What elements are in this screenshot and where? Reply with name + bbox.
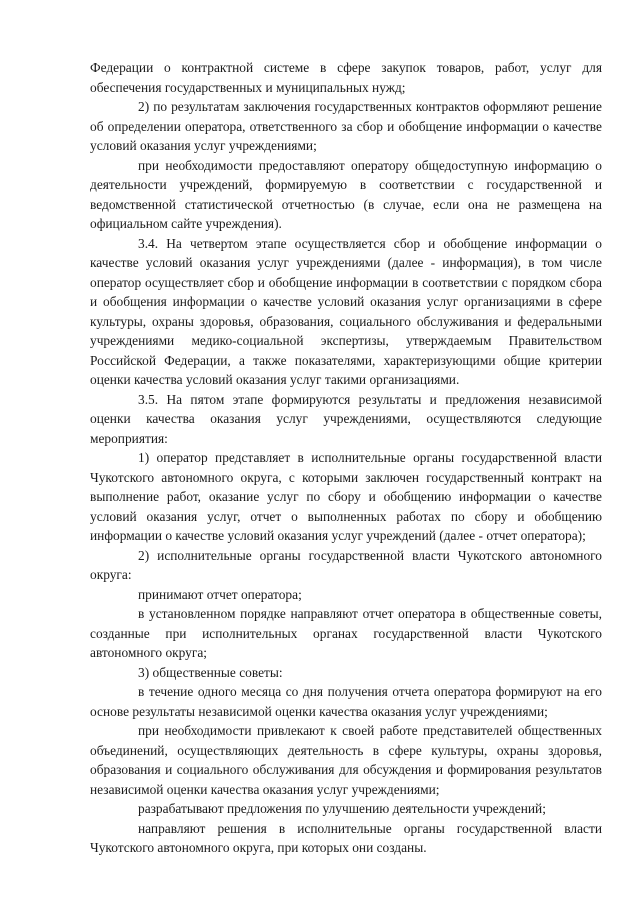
- paragraph-send-decisions: направляют решения в исполнительные органы государственной власти Чукотского автономного округа, при которых они созданы.: [90, 820, 602, 855]
- paragraph-section-3-5: 3.5. На пятом этапе формируются результаты и предложения независимой оценки качества оказания услуг учреждениями, осуществляются следующие мероприятия:: [90, 391, 602, 446]
- paragraph-accept-report: принимают отчет оператора;: [138, 586, 302, 602]
- paragraph-federation-contract-system: Федерации о контрактной системе в сфере закупок товаров, работ, услуг для обеспечения государственных и муниципальных нужд;: [90, 60, 602, 95]
- paragraph-item-2-contracts: 2) по результатам заключения государственных контрактов оформляют решение об определении оператора, ответственного за сбор и обобщение информации о качестве условий оказания услуг учреждениями;: [90, 99, 602, 153]
- paragraph-section-3-4: 3.4. На четвертом этапе осуществляется сбор и обобщение информации о качестве условий оказания услуг учреждениями (далее - информация), в том числе оператор осуществляет сбор и обобщение информации в соответствии с порядком сбора и обобщения информации о качестве условий оказания услуг организациями в сфере культуры, охраны здоровья, образования, социального обслуживания и федеральными учреждениями медико-социальной экспертизы, утверждаемым Правительством Российской Федерации, а также показателями, характеризующими общие критерии оценки качества условий оказания услуг такими организациями.: [90, 235, 602, 387]
- paragraph-involve-representatives: при необходимости привлекают к своей работе представителей общественных объединений, осуществляющих деятельность в сфере культуры, охраны здоровья, образования и социального обслуживания для обсуждения и формирования результатов независимой оценки качества оказания услуг учреждениями;: [90, 723, 602, 797]
- paragraph-develop-proposals: разрабатывают предложения по улучшению деятельности учреждений;: [138, 801, 546, 816]
- paragraph-item-2-executive-bodies: 2) исполнительные органы государственной власти Чукотского автономного округа:: [90, 547, 602, 582]
- paragraph-item-1-operator-report: 1) оператор представляет в исполнительные органы государственной власти Чукотского автономного округа, с которыми заключен государственный контракт на выполнение работ, оказание услуг по сбору и обобщению информации о качестве условий оказания услуг, отчет о выполненных работах по сбору и обобщению информации о качестве условий оказания услуг учреждений (далее - отчет оператора);: [90, 450, 602, 543]
- paragraph-form-results: в течение одного месяца со дня получения отчета оператора формируют на его основе результаты независимой оценки качества оказания услуг учреждениями;: [90, 684, 602, 719]
- paragraph-item-3-public-councils: 3) общественные советы:: [138, 664, 283, 680]
- paragraph-send-report-councils: в установленном порядке направляют отчет оператора в общественные советы, созданные при исполнительных органах государственной власти Чукотского автономного округа;: [90, 606, 602, 660]
- document-page: [90, 58, 602, 858]
- paragraph-public-information: при необходимости предоставляют оператору общедоступную информацию о деятельности учреждений, формируемую в соответствии с государственной и ведомственной статистической отчетностью (в случае, если она не размещена на официальном сайте учреждения).: [90, 157, 602, 231]
